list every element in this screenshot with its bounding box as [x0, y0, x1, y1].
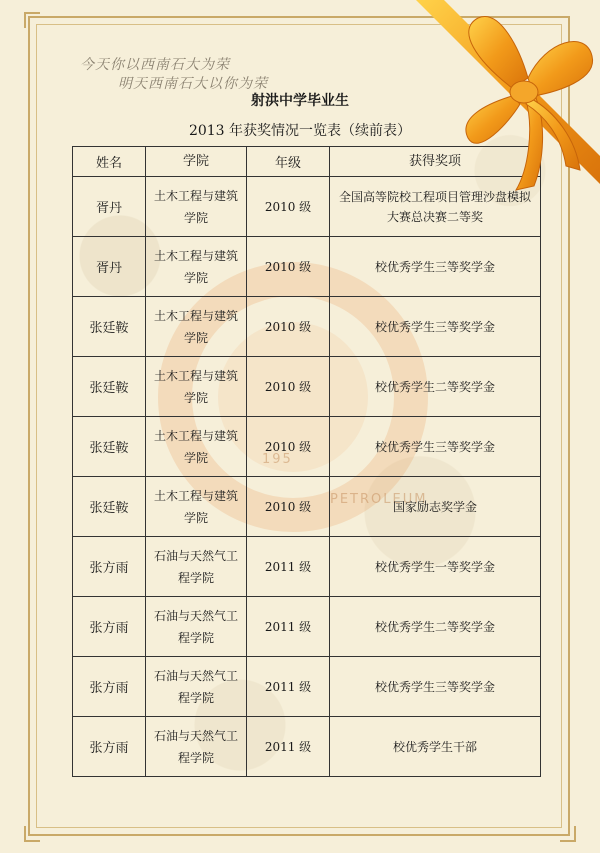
school-title: 射洪中学毕业生 — [251, 93, 349, 109]
cell-award: 国家励志奖学金 — [330, 477, 541, 537]
cell-award: 校优秀学生一等奖学金 — [330, 537, 541, 597]
cell-grade: 2011 级 — [247, 537, 330, 597]
table-row — [73, 357, 541, 417]
cell-grade: 2011 级 — [247, 657, 330, 717]
cell-award: 校优秀学生三等奖学金 — [330, 237, 541, 297]
cell-grade: 2010 级 — [247, 477, 330, 537]
cell-award: 校优秀学生三等奖学金 — [330, 297, 541, 357]
cell-college: 石油与天然气工程学院 — [146, 597, 247, 657]
cell-name: 张方雨 — [73, 717, 146, 777]
bow-knot — [510, 81, 538, 103]
table-row — [73, 417, 541, 477]
table-title: 2013 年获奖情况一览表（续前表） — [188, 123, 412, 139]
cell-grade: 2011 级 — [247, 717, 330, 777]
cell-grade: 2010 级 — [247, 357, 330, 417]
table-row — [73, 237, 541, 297]
cell-grade: 2011 级 — [247, 597, 330, 657]
cell-name: 张廷鞍 — [73, 477, 146, 537]
cell-college: 土木工程与建筑学院 — [146, 477, 247, 537]
column-header-name: 姓名 — [73, 147, 146, 177]
frame-corner — [24, 12, 40, 28]
cell-grade: 2010 级 — [247, 237, 330, 297]
cell-name: 张方雨 — [73, 657, 146, 717]
cell-college: 土木工程与建筑学院 — [146, 177, 247, 237]
cell-college: 土木工程与建筑学院 — [146, 417, 247, 477]
cell-name: 张方雨 — [73, 597, 146, 657]
seal-year-text: 195 — [262, 452, 293, 467]
bow-loop — [469, 16, 528, 88]
cell-college: 土木工程与建筑学院 — [146, 237, 247, 297]
awards-table — [72, 146, 541, 777]
slogan-line-2: 明天西南石大以你为荣 — [118, 76, 268, 92]
bow-loop — [466, 96, 520, 143]
table-row — [73, 717, 541, 777]
cell-college: 土木工程与建筑学院 — [146, 357, 247, 417]
frame-corner — [560, 826, 576, 842]
cell-grade: 2010 级 — [247, 177, 330, 237]
cell-name: 张廷鞍 — [73, 297, 146, 357]
cell-grade: 2010 级 — [247, 417, 330, 477]
frame-corner — [24, 826, 40, 842]
cell-award: 校优秀学生二等奖学金 — [330, 597, 541, 657]
bow-loop — [528, 42, 593, 96]
seal-arc-text: PETROLEUM — [330, 492, 428, 507]
cell-grade: 2010 级 — [247, 297, 330, 357]
slogan-line-1: 今天你以西南石大为荣 — [80, 57, 230, 73]
cell-name: 胥丹 — [73, 237, 146, 297]
gift-ribbon-bow — [416, 0, 600, 200]
cell-award: 全国高等院校工程项目管理沙盘模拟大赛总决赛二等奖 — [330, 177, 541, 237]
cell-name: 张廷鞍 — [73, 357, 146, 417]
cell-name: 张方雨 — [73, 537, 146, 597]
column-header-college: 学院 — [146, 147, 247, 177]
cell-name: 张廷鞍 — [73, 417, 146, 477]
table-row — [73, 537, 541, 597]
cell-name: 胥丹 — [73, 177, 146, 237]
table-row — [73, 657, 541, 717]
table-row — [73, 597, 541, 657]
column-header-grade: 年级 — [247, 147, 330, 177]
table-row — [73, 297, 541, 357]
cell-award: 校优秀学生二等奖学金 — [330, 357, 541, 417]
cell-award: 校优秀学生干部 — [330, 717, 541, 777]
cell-award: 校优秀学生三等奖学金 — [330, 657, 541, 717]
column-header-award: 获得奖项 — [330, 147, 541, 177]
cell-college: 土木工程与建筑学院 — [146, 297, 247, 357]
cell-college: 石油与天然气工程学院 — [146, 717, 247, 777]
cell-award: 校优秀学生三等奖学金 — [330, 417, 541, 477]
table-row — [73, 477, 541, 537]
cell-college: 石油与天然气工程学院 — [146, 537, 247, 597]
cell-college: 石油与天然气工程学院 — [146, 657, 247, 717]
